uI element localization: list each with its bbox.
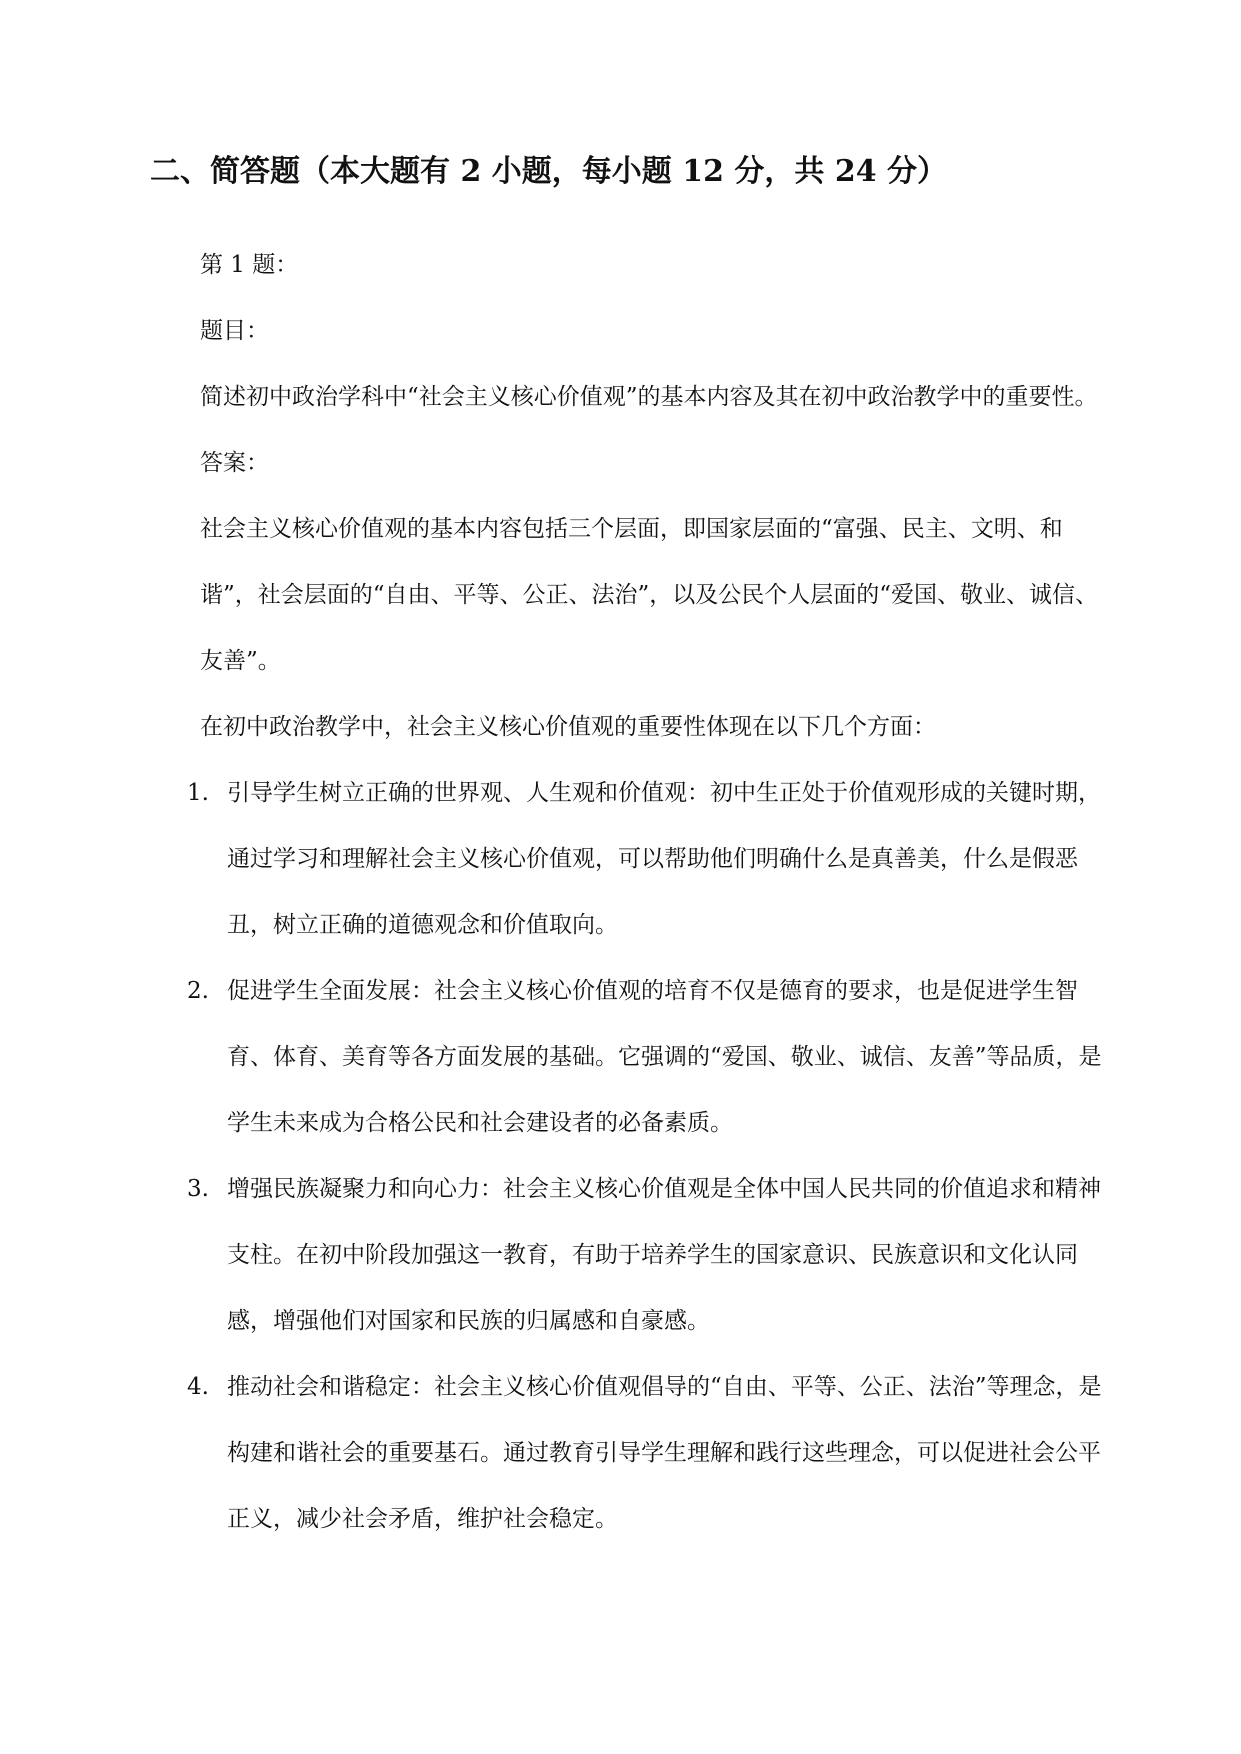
section-title: 二、简答题（本大题有 2 小题，每小题 12 分，共 24 分）: [150, 154, 948, 189]
answer-intro: 社会主义核心价值观的基本内容包括三个层面，即国家层面的“富强、民主、文明、和谐”，社会层面的“自由、平等、公正、法治”，以及公民个人层面的“爱国、敬业、诚信、友善”。: [200, 516, 1099, 674]
importance-intro: 在初中政治教学中，社会主义核心价值观的重要性体现在以下几个方面：: [200, 714, 936, 740]
question-text: 简述初中政治学科中“社会主义核心价值观”的基本内容及其在初中政治教学中的重要性。: [200, 384, 1098, 410]
question-content: [187, 232, 1105, 1552]
list-item: [187, 1156, 1105, 1354]
list-item-text: 增强民族凝聚力和向心力：社会主义核心价值观是全体中国人民共同的价值追求和精神支柱。在初中阶段加强这一教育，有助于培养学生的国家意识、民族意识和文化认同感，增强他们对国家和民族的归属感和自豪感。: [227, 1176, 1101, 1334]
answer-label: 答案：: [200, 450, 269, 476]
list-item-number: 4.: [187, 1374, 209, 1400]
list-item: [187, 760, 1105, 958]
list-item-text: 引导学生树立正确的世界观、人生观和价值观：初中生正处于价值观形成的关键时期，通过学习和理解社会主义核心价值观，可以帮助他们明确什么是真善美，什么是假恶丑，树立正确的道德观念和价值取向。: [227, 780, 1101, 938]
question-number: 第 1 题：: [200, 252, 299, 278]
list-item-number: 3.: [187, 1176, 209, 1202]
list-item: [187, 1354, 1105, 1552]
question-label: 题目：: [200, 318, 269, 344]
list-item: [187, 958, 1105, 1156]
list-item-number: 1.: [187, 780, 209, 806]
list-item-text: 促进学生全面发展：社会主义核心价值观的培育不仅是德育的要求，也是促进学生智育、体育、美育等各方面发展的基础。它强调的“爱国、敬业、诚信、友善”等品质，是学生未来成为合格公民和社会建设者的必备素质。: [227, 978, 1102, 1136]
list-item-number: 2.: [187, 978, 209, 1004]
list-item-text: 推动社会和谐稳定：社会主义核心价值观倡导的“自由、平等、公正、法治”等理念，是构建和谐社会的重要基石。通过教育引导学生理解和践行这些理念，可以促进社会公平正义，减少社会矛盾，维护社会稳定。: [227, 1374, 1102, 1532]
importance-list: [187, 760, 1105, 1552]
